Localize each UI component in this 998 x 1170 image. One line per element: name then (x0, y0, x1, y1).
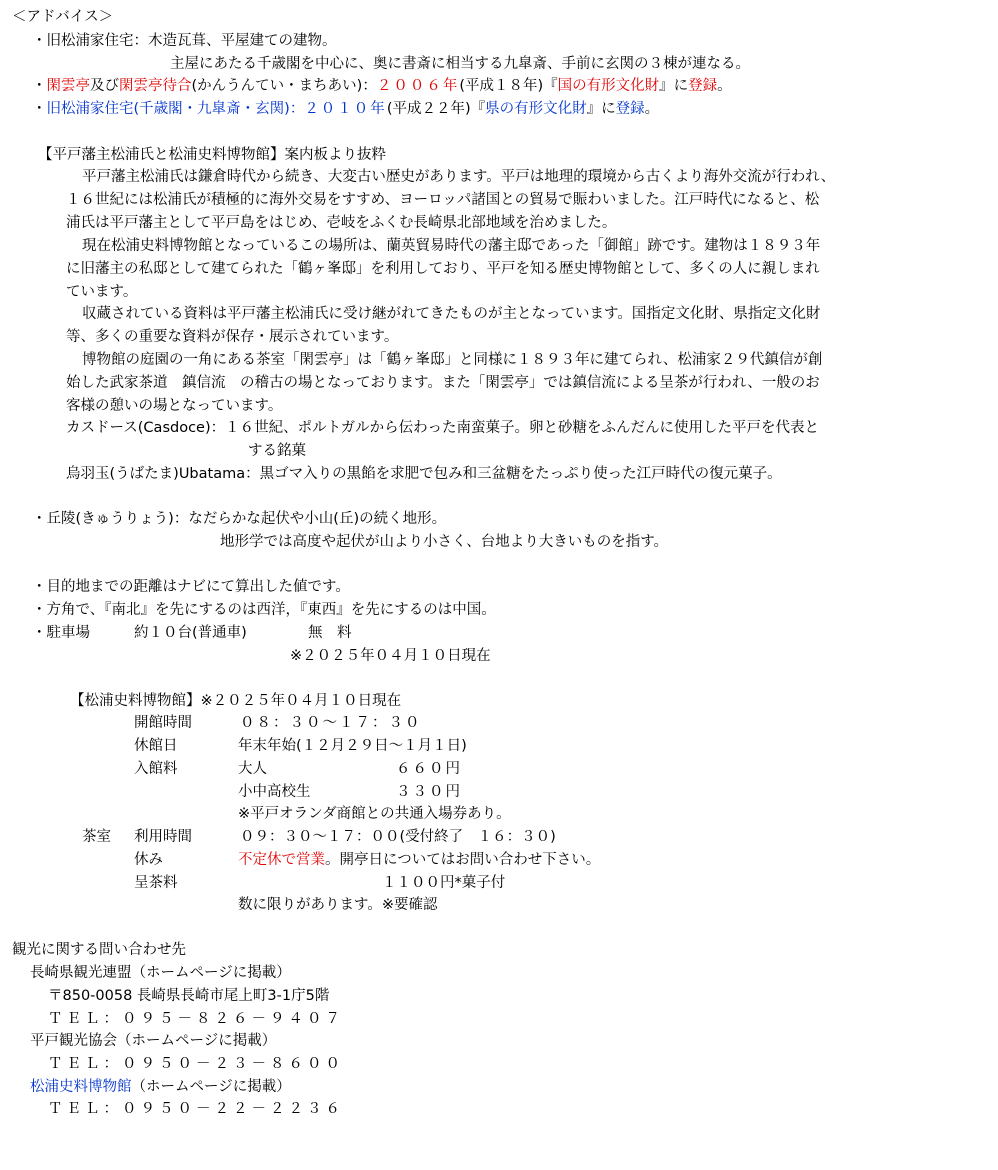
hills-line-1: ・丘陵(きゅうりょう)：なだらかな起伏や小山(丘)の続く地形。 (32, 511, 447, 527)
history-p1-line: １６世紀には松浦氏が積極的に海外交易をすすめ、ヨーロッパ諸国との貿易で賑わいました。江戸時代になると、松 (66, 192, 820, 208)
irregular-holiday-text: 不定休で営業 (238, 852, 325, 868)
bullet: ・ (32, 78, 47, 94)
tea-hours-value: ０９：３０～１７：００(受付終了 １６：３０) (240, 829, 556, 845)
history-p3-line: 等、多くの重要な資料が保存・展示されています。 (66, 329, 399, 345)
history-p2-line: 現在松浦史料博物館となっているこの場所は、蘭英貿易時代の藩主邸であった「御館」跡です。建物は１８９３年 (82, 238, 821, 254)
text: 。 (644, 101, 660, 117)
advice-line-2: 主屋にあたる千歳閣を中心に、奥に書斎に相当する九皐斎、手前に玄関の３棟が連なる。 (170, 56, 750, 72)
text: (かんうんてい・まちあい)： (191, 78, 377, 94)
matsuura-residence-text: 旧松浦家住宅(千歳閣・九皐斎・玄関)： (46, 101, 305, 117)
ubatama-line: 烏羽玉(うばたま)Ubatama：黒ゴマ入りの黒餡を求肥で包み和三盆糖をたっぷり使った江戸時代の復元菓子。 (66, 466, 782, 482)
text: 及び (90, 78, 119, 94)
tea-limit-note: 数に限りがあります。※要確認 (238, 897, 438, 913)
text: 』に (659, 78, 689, 94)
distance-note: ・目的地までの距離はナビにて算出した値です。 (32, 579, 350, 595)
national-asset-text: 国の有形文化財 (557, 78, 660, 94)
hours-value: ０８：３０～１７：３０ (240, 715, 422, 731)
advice-line-1: ・旧松浦家住宅：木造瓦葺、平屋建ての建物。 (32, 33, 337, 49)
tea-hours-label: 利用時間 (134, 829, 192, 845)
org2-tel: ＴＥＬ：０９５０－２３－８６００ (48, 1056, 344, 1072)
history-p2-line: に旧藩主の私邸として建てられた「鶴ヶ峯邸」を利用しており、平戸を知る歴史博物館として、多くの人に親しまれ (66, 261, 820, 277)
advice-line-3 (32, 75, 732, 97)
parking-fee: 無 料 (308, 625, 352, 641)
text: 』に (586, 101, 616, 117)
casdoce-line: カスドース(Casdoce)：１６世紀、ポルトガルから伝わった南蛮菓子。卵と砂糖をふんだんに使用した平戸を代表と (66, 420, 820, 436)
org2-name: 平戸観光協会（ホームページに掲載） (30, 1033, 277, 1049)
hills-line-2: 地形学では高度や起伏が山より小さく、台地より大きいものを指す。 (220, 534, 669, 550)
as-of-date: ※２０２５年０４月１０日現在 (290, 648, 491, 664)
year-2010: ２０１０年 (304, 101, 387, 117)
tea-fee-value: １１００円*菓子付 (382, 875, 506, 891)
parking-count: 約１０台(普通車) (134, 625, 247, 641)
advice-line-4 (32, 98, 659, 120)
prefectural-asset-text: 県の有形文化財 (485, 101, 587, 117)
history-p3-line: 収蔵されている資料は平戸藩主松浦氏に受け継がれてきたものが主となっています。国指定文化財、県指定文化財 (82, 306, 821, 322)
history-p4-line: 始した武家茶道 鎮信流 の稽古の場となっております。また「閑雲亭」では鎮信流による呈茶が行われ、一般のお (66, 375, 820, 391)
registered-text: 登録 (615, 101, 645, 117)
org3-name (30, 1076, 291, 1098)
text: (平成２２年)『 (386, 101, 486, 117)
direction-note: ・方角で、『南北』を先にするのは西洋，『東西』を先にするのは中国。 (32, 602, 496, 618)
contacts-heading: 観光に関する問い合わせ先 (12, 942, 186, 958)
org3-tel: ＴＥＬ：０９５０－２２－２２３６ (48, 1101, 344, 1117)
tea-room-label: 茶室 (82, 829, 111, 845)
tea-fee-label: 呈茶料 (134, 875, 178, 891)
history-p1-line: 浦氏は平戸藩主として平戸島をはじめ、壱岐をふくむ長崎県北部地域を治めました。 (66, 215, 617, 231)
tea-closed-value (238, 849, 600, 871)
history-heading: 【平戸藩主松浦氏と松浦史料博物館】案内板より抜粋 (38, 147, 386, 163)
closed-value: 年末年始(１２月２９日～１月１日) (238, 738, 467, 754)
org1-name: 長崎県観光連盟（ホームページに掲載） (30, 965, 291, 981)
museum-heading: 【松浦史料博物館】※２０２５年０４月１０日現在 (70, 693, 402, 709)
year-2006: ２００６年 (376, 78, 460, 94)
history-p4-line: 博物館の庭園の一角にある茶室「閑雲亭」は「鶴ヶ峯邸」と同様に１８９３年に建てられ、松浦家２９代鎮信が創 (82, 352, 823, 368)
closed-label: 休館日 (134, 738, 178, 754)
org1-tel: ＴＥＬ：０９５－８２６－９４０７ (48, 1011, 344, 1027)
adult-fee: ６６０円 (396, 761, 462, 777)
history-p4-line: 客様の憩いの場となっています。 (66, 398, 283, 414)
fee-label: 入館料 (134, 761, 178, 777)
student-label: 小中高校生 (238, 784, 311, 800)
joint-ticket-note: ※平戸オランダ商館との共通入場券あり。 (238, 806, 511, 822)
text: (平成１８年)『 (459, 78, 558, 94)
text: 。 (717, 78, 732, 94)
registered-text: 登録 (688, 78, 718, 94)
tea-closed-label: 休み (134, 852, 163, 868)
text: （ホームページに掲載） (131, 1079, 291, 1095)
student-fee: ３３０円 (396, 784, 462, 800)
adult-label: 大人 (238, 761, 267, 777)
history-p2-line: ています。 (66, 284, 138, 300)
kanuntei-machiai-text: 閑雲亭待合 (119, 78, 192, 94)
kanuntei-text: 閑雲亭 (46, 78, 90, 94)
text: 。開亭日についてはお問い合わせ下さい。 (325, 852, 601, 868)
bullet: ・ (32, 101, 47, 117)
history-p1-line: 平戸藩主松浦氏は鎌倉時代から続き、大変古い歴史があります。平戸は地理的環境から古くより海外交流が行われ、 (82, 169, 836, 185)
casdoce-line: する銘菓 (248, 443, 306, 459)
org1-address: 〒850-0058 長崎県長崎市尾上町3-1庁5階 (48, 988, 330, 1004)
advice-header: ＜アドバイス＞ (12, 9, 114, 25)
parking-label: ・駐車場 (32, 625, 90, 641)
museum-link[interactable]: 松浦史料博物館 (30, 1079, 132, 1095)
hours-label: 開館時間 (134, 715, 192, 731)
